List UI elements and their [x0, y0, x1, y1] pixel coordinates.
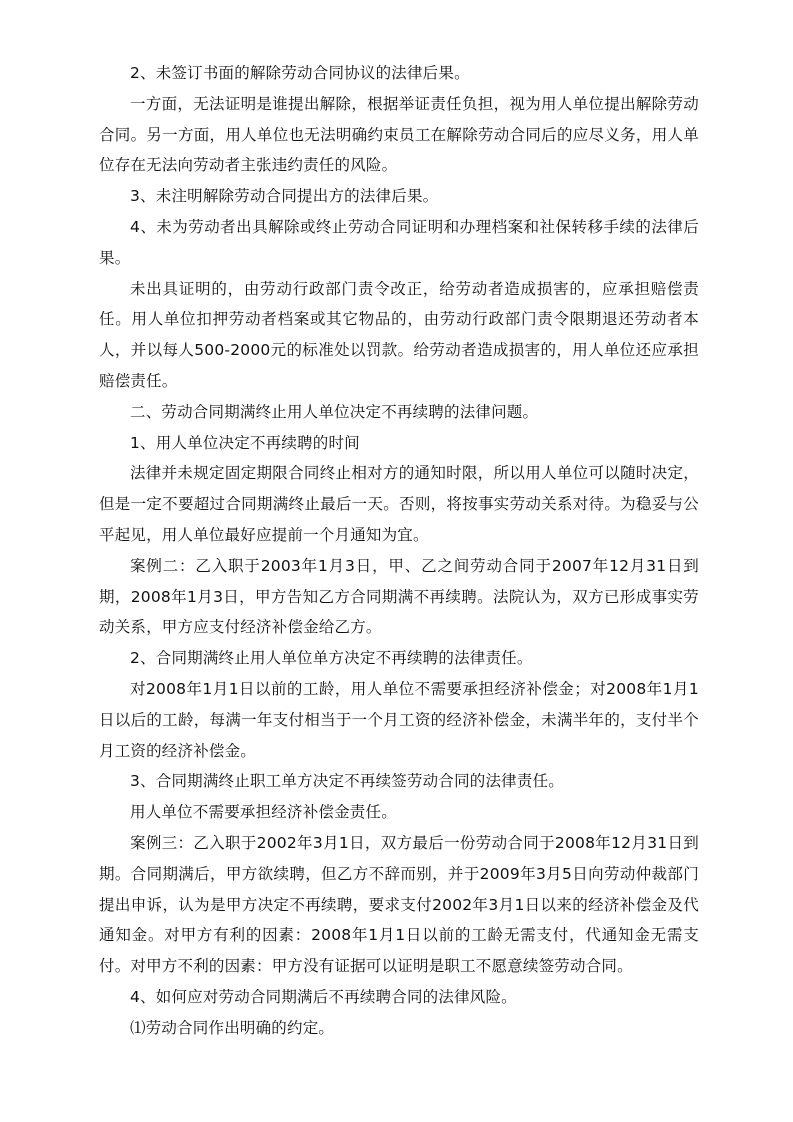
- section-heading-non-renewal: 二、劳动合同期满终止用人单位决定不再续聘的法律问题。: [130, 402, 539, 421]
- paragraph-compensation-rules: 对2008年1月1日以前的工龄，用人单位不需要承担经济补偿金；对2008年1月1日以后的工龄，每满一年支付相当于一个月工资的经济补偿金，未满半年的，支付半个月工资的经济补偿金。: [99, 679, 699, 760]
- paragraph-case-three: 案例三：乙入职于2002年3月1日，双方最后一份劳动合同于2008年12月31日到期。合同期满后，甲方欲续聘，但乙方不辞而别，并于2009年3月5日向劳动仲裁部门提出申诉，认为是甲方决定不再续聘，要求支付2002年3月1日以来的经济补偿金及代通知金。对甲方有利的因素：2008年1月1日以前的工龄无需支付，代通知金无需支付。对甲方不利的因素：甲方没有证据可以证明是职工不愿意续签劳动合同。: [99, 833, 699, 976]
- heading-non-renewal-timing: 1、用人单位决定不再续聘的时间: [130, 433, 360, 452]
- paragraph-burden-of-proof: 一方面，无法证明是谁提出解除，根据举证责任负担，视为用人单位提出解除劳动合同。另一方面，用人单位也无法明确约束员工在解除劳动合同后的应尽义务，用人单位存在无法向劳动者主张违约责任的风险。: [99, 94, 699, 175]
- paragraph-case-two: 案例二：乙入职于2003年1月3日，甲、乙之间劳动合同于2007年12月31日到期，2008年1月3日，甲方告知乙方合同期满不再续聘。法院认为，双方已形成事实劳动关系，甲方应支付经济补偿金给乙方。: [99, 556, 699, 637]
- heading-employee-non-renewal-liability: 3、合同期满终止职工单方决定不再续签劳动合同的法律责任。: [130, 772, 564, 791]
- heading-unsigned-termination-agreement: 2、未签订书面的解除劳动合同协议的法律后果。: [130, 64, 470, 82]
- document-body: [99, 58, 699, 1044]
- paragraph-no-compensation: 用人单位不需要承担经济补偿金责任。: [130, 803, 397, 822]
- paragraph-notice-period: 法律并未规定固定期限合同终止相对方的通知时限，所以用人单位可以随时决定，但是一定不要超过合同期满终止最后一天。否则，将按事实劳动关系对待。为稳妥与公平起见，用人单位最好应提前一个月通知为宜。: [99, 464, 699, 544]
- list-item-explicit-agreement: ⑴劳动合同作出明确的约定。: [130, 1018, 335, 1037]
- paragraph-certificate-penalties: 未出具证明的，由劳动行政部门责令改正，给劳动者造成损害的，应承担赔偿责任。用人单位扣押劳动者档案或其它物品的，由劳动行政部门责令限期退还劳动者本人，并以每人500-2000元的标准处以罚款。给劳动者造成损害的，用人单位还应承担赔偿责任。: [99, 279, 699, 390]
- heading-no-termination-certificate: 4、未为劳动者出具解除或终止劳动合同证明和办理档案和社保转移手续的法律后果。: [99, 217, 699, 267]
- heading-risk-response: 4、如何应对劳动合同期满后不再续聘合同的法律风险。: [130, 987, 517, 1006]
- heading-employer-non-renewal-liability: 2、合同期满终止用人单位单方决定不再续聘的法律责任。: [130, 649, 533, 668]
- heading-no-proposer-noted: 3、未注明解除劳动合同提出方的法律后果。: [130, 187, 439, 206]
